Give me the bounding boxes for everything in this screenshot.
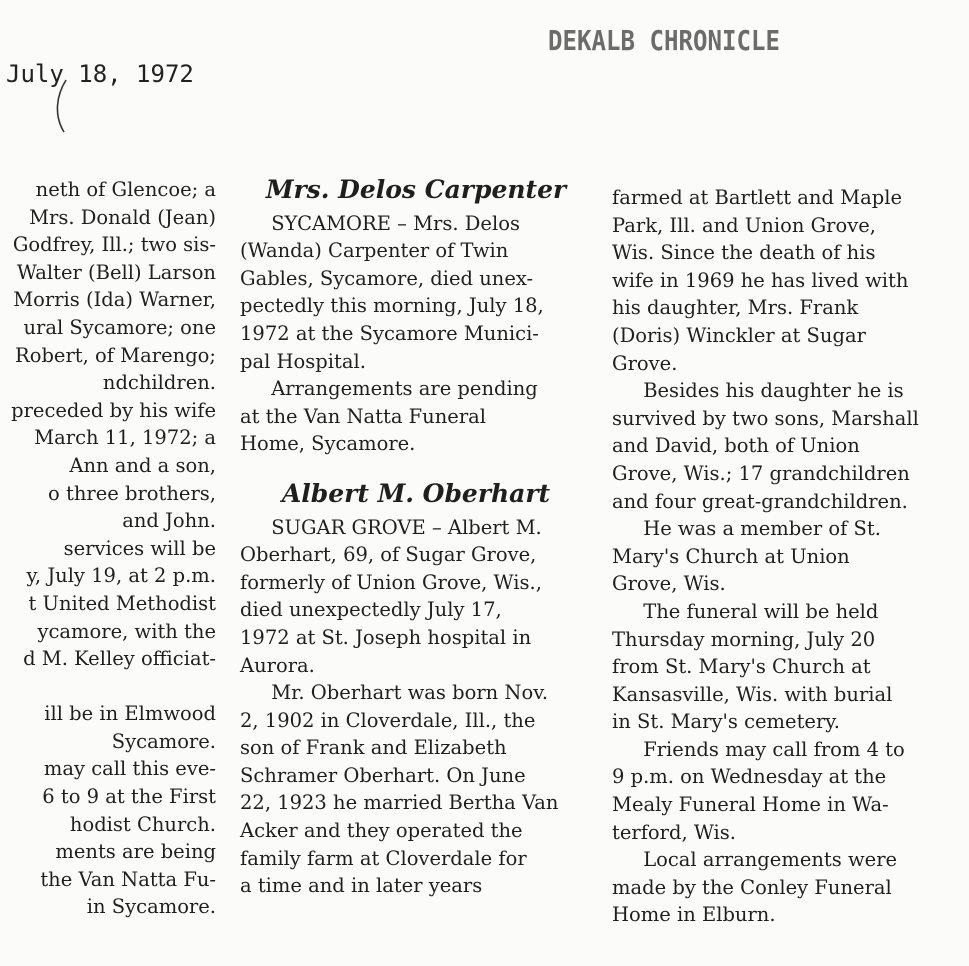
text-line: at the Van Natta Funeral bbox=[240, 404, 487, 428]
clipping-date: July 18, 1972 bbox=[6, 60, 194, 88]
text-line: wife in 1969 he has lived with bbox=[612, 268, 909, 292]
text-line: Home, Sycamore. bbox=[240, 432, 416, 456]
text-line: and John. bbox=[122, 509, 216, 533]
text-line: Grove. bbox=[612, 351, 678, 375]
text-line: preceded by his wife bbox=[11, 398, 216, 422]
text-line: family farm at Cloverdale for bbox=[240, 846, 527, 870]
text-line: a time and in later years bbox=[240, 874, 483, 898]
text-line: Godfrey, Ill.; two sis- bbox=[12, 233, 216, 257]
text-line: formerly of Union Grove, Wis., bbox=[240, 570, 542, 594]
newspaper-name-stamp: DEKALB CHRONICLE bbox=[548, 24, 780, 57]
text-line: 9 p.m. on Wednesday at the bbox=[612, 765, 887, 789]
text-line: Grove, Wis. bbox=[612, 572, 726, 596]
text-line: Ann and a son, bbox=[69, 453, 216, 477]
text-line: The funeral will be held bbox=[643, 599, 879, 623]
obituary-heading-carpenter: Mrs. Delos Carpenter bbox=[265, 175, 567, 204]
text-line: ments are being bbox=[55, 840, 216, 864]
text-line: made by the Conley Funeral bbox=[612, 875, 892, 899]
obituary-column-left bbox=[0, 176, 230, 921]
text-line: SYCAMORE – Mrs. Delos bbox=[271, 211, 520, 235]
text-line: Mealy Funeral Home in Wa- bbox=[612, 793, 889, 817]
text-line: and four great-grandchildren. bbox=[612, 489, 908, 513]
text-line: March 11, 1972; a bbox=[34, 426, 216, 450]
text-line: 22, 1923 he married Bertha Van bbox=[240, 791, 559, 815]
text-line: 1972 at the Sycamore Munici- bbox=[240, 321, 539, 345]
text-line: Mrs. Donald (Jean) bbox=[29, 205, 216, 229]
text-line: Acker and they operated the bbox=[240, 819, 523, 843]
obituary-body-carpenter bbox=[240, 210, 592, 458]
text-line: He was a member of St. bbox=[643, 517, 881, 541]
text-line: Park, Ill. and Union Grove, bbox=[612, 213, 876, 237]
text-line: ill be in Elmwood bbox=[44, 702, 216, 726]
text-line: Kansasville, Wis. with burial bbox=[612, 682, 893, 706]
text-line: Friends may call from 4 to bbox=[643, 737, 905, 761]
obituary-heading-oberhart: Albert M. Oberhart bbox=[281, 478, 551, 508]
handwritten-bracket-mark bbox=[48, 78, 78, 138]
text-line: terford, Wis. bbox=[612, 820, 736, 844]
obituary-column-right bbox=[612, 184, 964, 929]
text-line: Home in Elburn. bbox=[612, 903, 776, 927]
text-line: services will be bbox=[63, 536, 216, 560]
text-line: Oberhart, 69, of Sugar Grove, bbox=[240, 543, 537, 567]
text-line: Arrangements are pending bbox=[271, 377, 538, 401]
text-line: Local arrangements were bbox=[643, 848, 898, 872]
text-line: ndchildren. bbox=[102, 371, 216, 395]
text-line: Besides his daughter he is bbox=[643, 379, 904, 403]
text-line: Mr. Oberhart was born Nov. bbox=[271, 681, 549, 705]
text-line: in Sycamore. bbox=[86, 895, 216, 919]
text-line: 6 to 9 at the First bbox=[42, 785, 216, 809]
obituary-column-middle bbox=[240, 176, 592, 900]
obituary-body-oberhart bbox=[240, 514, 592, 900]
text-line: SUGAR GROVE – Albert M. bbox=[271, 515, 542, 539]
text-line: son of Frank and Elizabeth bbox=[240, 736, 507, 760]
text-line: and David, both of Union bbox=[612, 434, 860, 458]
text-line: ycamore, with the bbox=[37, 619, 216, 643]
text-line: hodist Church. bbox=[69, 812, 216, 836]
text-line: survived by two sons, Marshall bbox=[612, 406, 919, 430]
text-line: pal Hospital. bbox=[240, 349, 366, 373]
text-line: Sycamore. bbox=[111, 729, 216, 753]
text-line: (Wanda) Carpenter of Twin bbox=[240, 239, 509, 263]
text-line: may call this eve- bbox=[43, 757, 216, 781]
text-line: (Doris) Winckler at Sugar bbox=[612, 323, 866, 347]
text-line: farmed at Bartlett and Maple bbox=[612, 186, 903, 209]
text-line: died unexpectedly July 17, bbox=[240, 598, 502, 622]
text-line: ural Sycamore; one bbox=[23, 315, 216, 339]
text-line: the Van Natta Fu- bbox=[40, 867, 216, 891]
text-line: Schramer Oberhart. On June bbox=[240, 763, 526, 787]
text-line: in St. Mary's cemetery. bbox=[612, 710, 840, 734]
text-line: Wis. Since the death of his bbox=[612, 241, 876, 265]
text-line: Aurora. bbox=[240, 653, 315, 677]
text-line: from St. Mary's Church at bbox=[612, 655, 871, 679]
text-line: his daughter, Mrs. Frank bbox=[612, 296, 859, 320]
text-line: 1972 at St. Joseph hospital in bbox=[240, 625, 532, 649]
text-line: Robert, of Marengo; bbox=[15, 343, 216, 367]
text-line: Thursday morning, July 20 bbox=[612, 627, 876, 651]
text-line: 2, 1902 in Cloverdale, Ill., the bbox=[240, 708, 536, 732]
text-line: Mary's Church at Union bbox=[612, 544, 850, 568]
text-line: neth of Glencoe; a bbox=[35, 178, 216, 201]
text-line: Morris (Ida) Warner, bbox=[13, 288, 216, 312]
text-line: pectedly this morning, July 18, bbox=[240, 294, 544, 318]
text-line: o three brothers, bbox=[48, 481, 216, 505]
text-line: t United Methodist bbox=[28, 591, 216, 615]
text-line: d M. Kelley officiat- bbox=[23, 647, 216, 671]
text-line bbox=[0, 673, 216, 701]
text-line: y, July 19, at 2 p.m. bbox=[26, 564, 216, 588]
text-line: Gables, Sycamore, died unex- bbox=[240, 266, 534, 290]
text-line: Walter (Bell) Larson bbox=[16, 260, 216, 284]
text-line: Grove, Wis.; 17 grandchildren bbox=[612, 461, 910, 485]
